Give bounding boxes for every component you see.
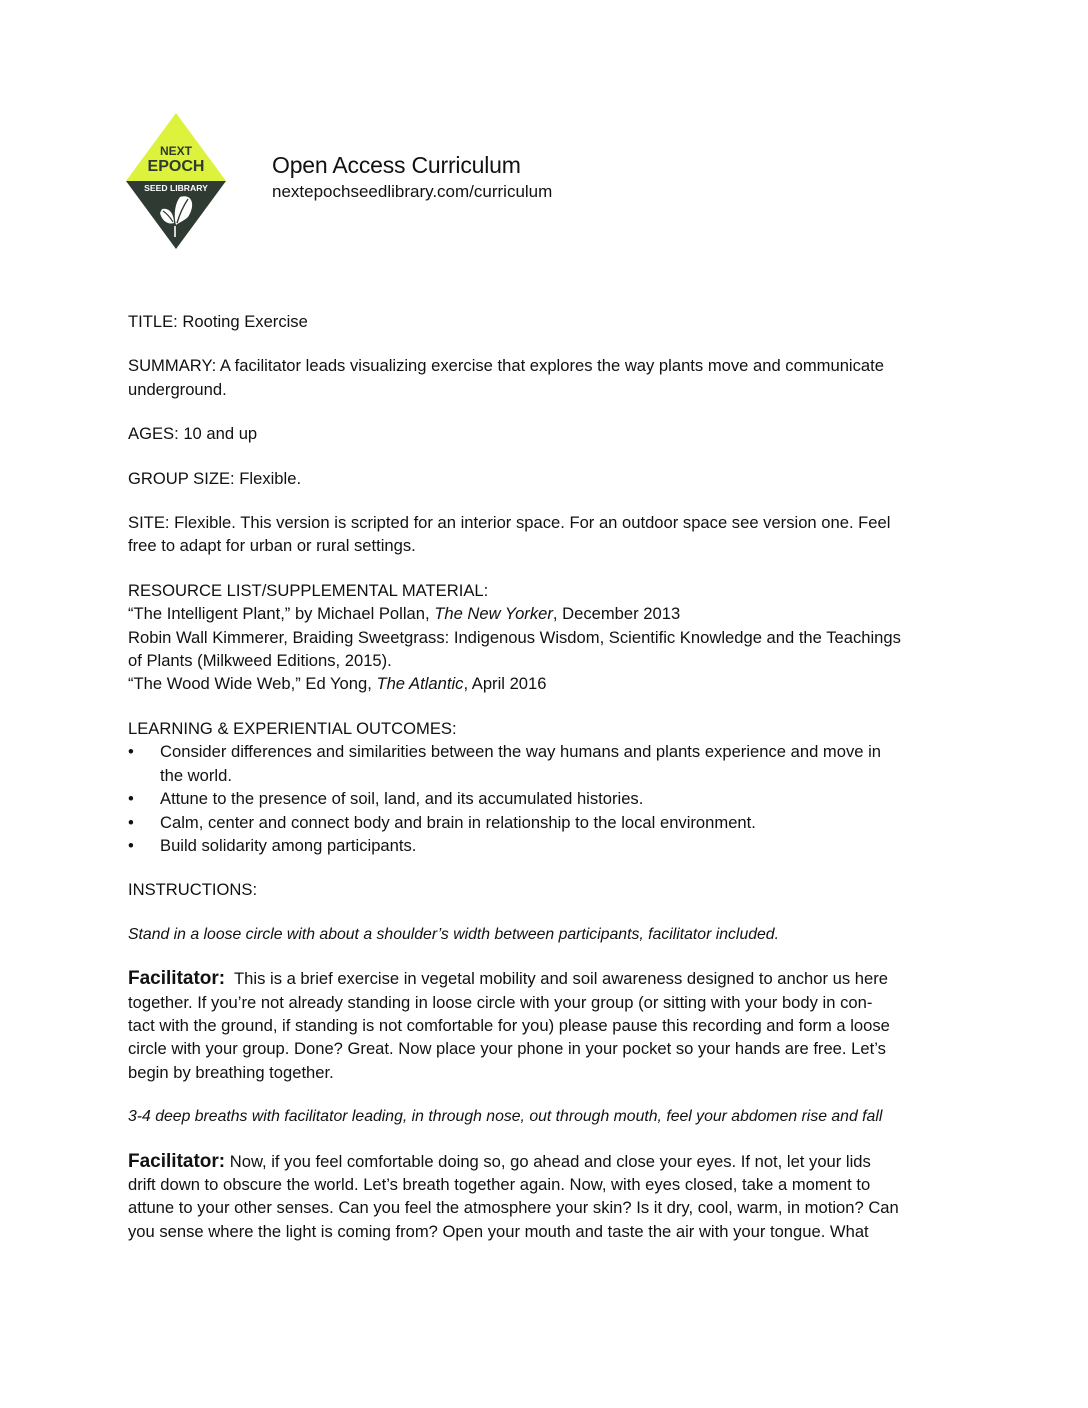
logo-text-next: NEXT (159, 144, 193, 158)
facilitator-line (128, 967, 963, 990)
list-item-text: Consider differences and similarities between the way humans and plants experience and move in (160, 742, 882, 762)
facilitator-line: you sense where the light is coming from? Open your mouth and taste the air with your tongue. What (128, 1221, 869, 1241)
title-line: TITLE: Rooting Exercise (128, 312, 308, 331)
facilitator-paragraph (128, 967, 963, 1084)
outcomes-list (128, 740, 963, 857)
speaker-label: Facilitator: (128, 1150, 226, 1172)
list-item (128, 834, 963, 857)
site-line: free to adapt for urban or rural settings. (128, 536, 416, 556)
document-body (128, 310, 963, 1243)
next-epoch-seed-library-logo (126, 113, 226, 249)
facilitator-line: begin by breathing together. (128, 1062, 334, 1082)
stage-direction: Stand in a loose circle with about a shoulder’s width between participants, facilitator included. (128, 925, 779, 943)
outcomes (128, 717, 963, 857)
list-item (128, 740, 963, 787)
ages: AGES: 10 and up (128, 424, 258, 444)
resource-text: , April 2016 (463, 674, 547, 694)
resource-text: “The Intelligent Plant,” by Michael Pollan, (128, 604, 435, 624)
header-url: nextepochseedlibrary.com/curriculum (272, 182, 553, 201)
resource-publication: The Atlantic (376, 674, 464, 694)
resource-publication: The New Yorker (434, 604, 553, 624)
bullet-icon: • (128, 835, 134, 855)
list-item (128, 811, 963, 834)
logo-diamond-graphic (126, 113, 226, 249)
resource-item: of Plants (Milkweed Editions, 2015). (128, 651, 392, 671)
resource-text: , December 2013 (552, 604, 681, 624)
summary-line: underground. (128, 379, 227, 399)
facilitator-paragraph (128, 1150, 963, 1244)
facilitator-line: tact with the ground, if standing is not comfortable for you) please pause this recording and form a loose (128, 1015, 890, 1035)
resource-list (128, 579, 963, 696)
bullet-icon: • (128, 742, 134, 762)
resource-heading: RESOURCE LIST/SUPPLEMENTAL MATERIAL: (128, 580, 489, 600)
speaker-label: Facilitator: (128, 968, 226, 990)
facilitator-line: attune to your other senses. Can you feel the atmosphere your skin? Is it dry, cool, warm, in motion? Can (128, 1198, 899, 1218)
bullet-icon: • (128, 812, 134, 832)
stage-direction: 3-4 deep breaths with facilitator leading, in through nose, out through mouth, feel your abdomen rise and fall (128, 1108, 883, 1126)
facilitator-line: together. If you’re not already standing in loose circle with your group (or sitting with your body in con- (128, 992, 873, 1012)
resource-item (128, 602, 963, 625)
site (128, 511, 963, 558)
resource-item: Robin Wall Kimmerer, Braiding Sweetgrass: Indigenous Wisdom, Scientific Knowledge and the Teachings (128, 627, 901, 647)
resource-text: “The Wood Wide Web,” Ed Yong, (128, 674, 377, 694)
resource-item (128, 672, 963, 695)
summary-line: SUMMARY: A facilitator leads visualizing exercise that explores the way plants move and communicate (128, 356, 884, 376)
facilitator-line: circle with your group. Done? Great. Now place your phone in your pocket so your hands are free. Let’s (128, 1039, 886, 1059)
site-line: SITE: Flexible. This version is scripted for an interior space. For an outdoor space see version one. Feel (128, 513, 891, 533)
instructions-heading: INSTRUCTIONS: (128, 880, 258, 900)
logo-text-epoch: EPOCH (147, 158, 205, 175)
list-item-text: Build solidarity among participants. (160, 835, 417, 855)
logo-text-seed-library: SEED LIBRARY (144, 183, 208, 193)
bullet-icon: • (128, 789, 134, 809)
outcomes-heading: LEARNING & EXPERIENTIAL OUTCOMES: (128, 718, 457, 738)
facilitator-text: This is a brief exercise in vegetal mobility and soil awareness designed to anchor us here (225, 969, 888, 989)
list-item-text: Calm, center and connect body and brain in relationship to the local environment. (160, 812, 756, 832)
group-size: GROUP SIZE: Flexible. (128, 468, 302, 488)
header-title: Open Access Curriculum (272, 152, 521, 178)
header (272, 150, 552, 203)
summary (128, 354, 963, 401)
facilitator-line (128, 1150, 963, 1173)
list-item-text: the world. (160, 765, 232, 785)
list-item (128, 787, 963, 810)
facilitator-text: Now, if you feel comfortable doing so, go ahead and close your eyes. If not, let your lids (225, 1151, 871, 1171)
facilitator-line: drift down to obscure the world. Let’s breath together again. Now, with eyes closed, take a moment to (128, 1174, 871, 1194)
list-item-text: Attune to the presence of soil, land, and its accumulated histories. (160, 789, 644, 809)
